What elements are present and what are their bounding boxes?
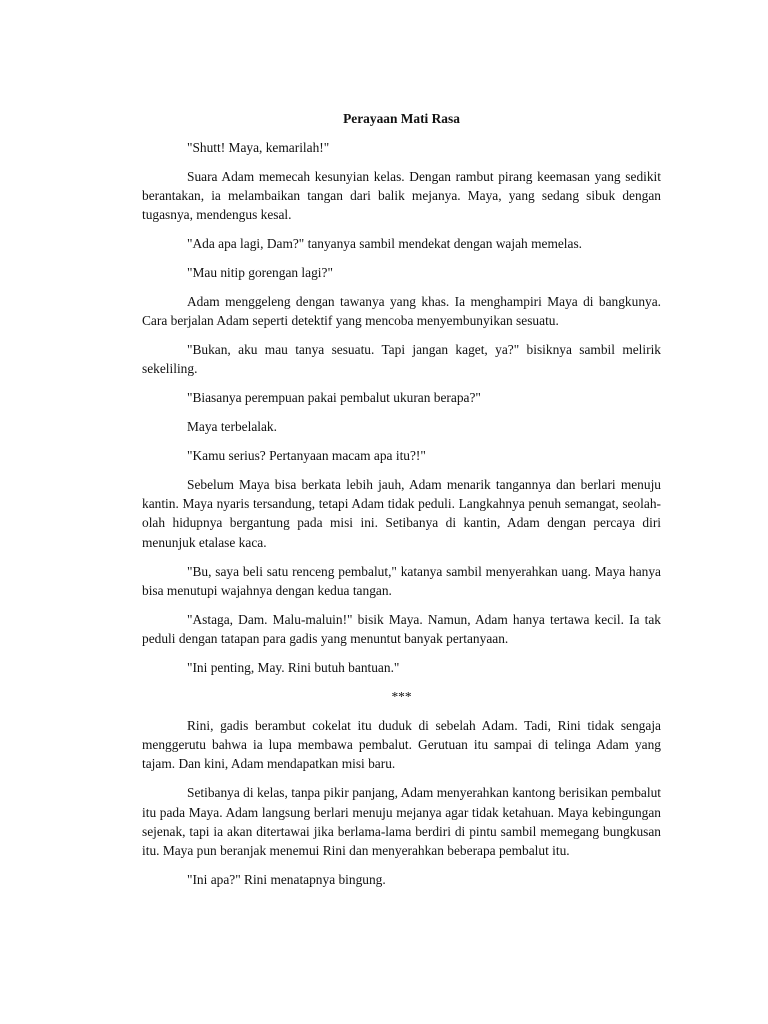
paragraph: "Bukan, aku mau tanya sesuatu. Tapi jangan kaget, ya?" bisiknya sambil melirik sekeliling. [142,342,661,377]
document-title: Perayaan Mati Rasa [343,111,460,126]
paragraph: "Mau nitip gorengan lagi?" [187,265,333,280]
section-separator: *** [391,688,412,704]
paragraph: Rini, gadis berambut cokelat itu duduk di sebelah Adam. Tadi, Rini tidak sengaja menggerutu bahwa ia lupa membawa pembalut. Gerutuan itu sampai di telinga Adam yang tajam. Dan kini, Adam mendapatkan misi baru. [142,717,661,772]
paragraph: "Biasanya perempuan pakai pembalut ukuran berapa?" [187,390,481,406]
paragraph: "Astaga, Dam. Malu-maluin!" bisik Maya. Namun, Adam hanya tertawa kecil. Ia tak peduli dengan tatapan para gadis yang menuntut banyak pertanyaan. [142,611,661,647]
paragraph: Sebelum Maya bisa berkata lebih jauh, Adam menarik tangannya dan berlari menuju kantin. Maya nyaris tersandung, tetapi Adam tidak peduli. Langkahnya penuh semangat, seolah-olah hidupnya bergantung pada misi ini. Setibanya di kantin, Adam dengan percaya diri menunjuk etalase kaca. [142,476,661,550]
paragraph: "Ini apa?" Rini menatapnya bingung. [187,872,386,888]
paragraph: Adam menggeleng dengan tawanya yang khas. Ia menghampiri Maya di bangkunya. Cara berjalan Adam seperti detektif yang mencoba menyembunyikan sesuatu. [142,293,661,329]
paragraph: Setibanya di kelas, tanpa pikir panjang, Adam menyerahkan kantong berisikan pembalut itu pada Maya. Adam langsung berlari menuju mejanya agar tidak ketahuan. Maya kebingungan sejenak, tapi ia akan ditertawai jika berlama-lama berdiri di pintu sambil memegang bungkusan itu. Maya pun beranjak menemui Rini dan menyerahkan beberapa pembalut itu. [142,785,661,859]
paragraph: Maya terbelalak. [187,419,277,434]
paragraph: "Shutt! Maya, kemarilah!" [187,139,330,155]
paragraph: Suara Adam memecah kesunyian kelas. Dengan rambut pirang keemasan yang sedikit berantakan, ia melambaikan tangan dari balik mejanya. Maya, yang sedang sibuk dengan tugasnya, mendengus kesal. [142,168,661,223]
paragraph: "Ada apa lagi, Dam?" tanyanya sambil mendekat dengan wajah memelas. [187,236,583,252]
paragraph: "Bu, saya beli satu renceng pembalut," katanya sambil menyerahkan uang. Maya hanya bisa menutupi wajahnya dengan kedua tangan. [142,563,661,599]
document-body [142,109,661,899]
paragraph: "Kamu serius? Pertanyaan macam apa itu?!" [187,447,426,463]
paragraph: "Ini penting, May. Rini butuh bantuan." [187,660,400,676]
